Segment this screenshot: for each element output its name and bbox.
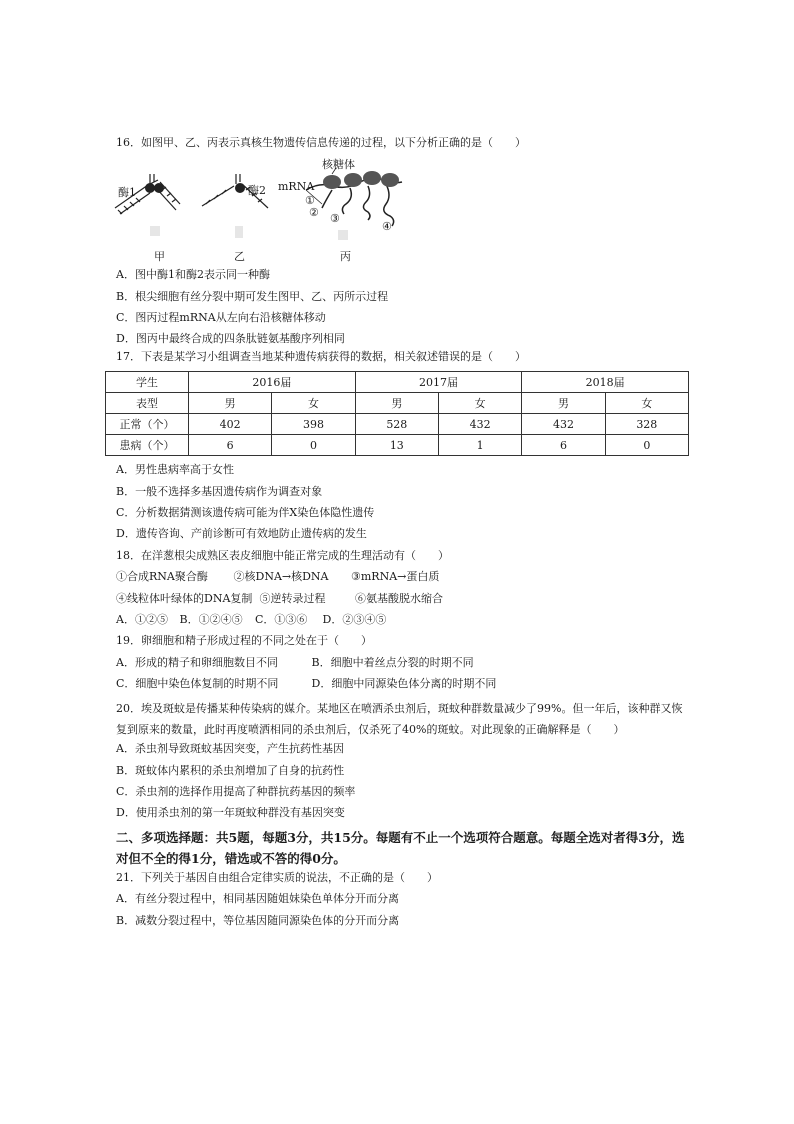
q20-stem: 20．埃及斑蚊是传播某种传染病的媒介。某地区在喷洒杀虫剂后，斑蚊种群数量减少了99%。但一年后，该种群又恢复到原来的数量，此时再度喷洒相同的杀虫剂后，仅杀死了40%的斑蚊。对此现象的正确解释是（ ） (116, 702, 683, 736)
q18-option-d: D．②③④⑤ (322, 613, 387, 626)
q16-option-a: A．图中酶1和酶2表示同一种酶 (116, 268, 270, 281)
survey-table (105, 371, 689, 456)
mrna-label: mRNA (278, 180, 315, 193)
year-2018: 2018届 (522, 372, 689, 393)
q21-option-a: A．有丝分裂过程中，相同基因随姐妹染色单体分开而分离 (116, 892, 399, 905)
q18-item: ②核DNA→核DNA (233, 570, 329, 583)
table-cell: 6 (522, 435, 605, 456)
q18-items-row2 (116, 592, 443, 606)
caption-bing: 丙 (340, 250, 351, 263)
q18-item: ⑤逆转录过程 (259, 592, 326, 605)
marker-4: ④ (382, 220, 392, 233)
marker-3: ③ (330, 212, 340, 225)
q17-option-d: D．遗传咨询、产前诊断可有效地防止遗传病的发生 (116, 527, 367, 540)
sex-header: 女 (438, 393, 521, 414)
q16-option-b: B．根尖细胞有丝分裂中期可发生图甲、乙、丙所示过程 (116, 290, 389, 303)
q18-item: ③mRNA→蛋白质 (351, 570, 440, 583)
caption-yi: 乙 (234, 250, 245, 263)
table-cell: 432 (438, 414, 521, 435)
table-cell: 402 (189, 414, 272, 435)
table-cell: 528 (355, 414, 438, 435)
q19-option-d: D．细胞中同源染色体分离的时期不同 (311, 677, 497, 690)
q18-stem: 18．在洋葱根尖成熟区表皮细胞中能正常完成的生理活动有（ ） (116, 549, 449, 562)
marker-2: ② (309, 206, 319, 219)
sex-header: 男 (522, 393, 605, 414)
q16-figure (110, 160, 410, 265)
sex-header: 男 (189, 393, 272, 414)
q19-options-row2 (116, 677, 496, 691)
year-2016: 2016届 (189, 372, 356, 393)
q19-stem: 19．卵细胞和精子形成过程的不同之处在于（ ） (116, 634, 372, 647)
section2-heading: 二、多项选择题：共5题，每题3分，共15分。每题有不止一个选项符合题意。每题全选对者得3分，选对但不全的得1分，错选或不答的得0分。 (116, 830, 685, 866)
q17-option-a: A．男性患病率高于女性 (116, 463, 234, 476)
row-label: 正常（个） (106, 414, 189, 435)
sex-header: 女 (272, 393, 355, 414)
q19-options-row1 (116, 656, 474, 670)
q18-items-row1 (116, 570, 439, 584)
q20-option-d: D．使用杀虫剂的第一年斑蚊种群没有基因突变 (116, 806, 345, 819)
q18-item: ⑥氨基酸脱水缩合 (355, 592, 443, 605)
sex-header: 女 (605, 393, 688, 414)
table-cell: 1 (438, 435, 521, 456)
q20-option-a: A．杀虫剂导致斑蚊基因突变，产生抗药性基因 (116, 742, 344, 755)
q18-item: ①合成RNA聚合酶 (116, 570, 208, 583)
q19-option-c: C．细胞中染色体复制的时期不同 (116, 677, 279, 690)
table-cell: 0 (272, 435, 355, 456)
enzyme2-label: 酶2 (248, 184, 266, 197)
q20-option-b: B．斑蚊体内累积的杀虫剂增加了自身的抗药性 (116, 764, 345, 777)
q18-option-c: C．①③⑥ (255, 613, 308, 626)
marker-1: ① (305, 194, 315, 207)
enzyme1-label: 酶1 (118, 186, 136, 199)
table-cell: 0 (605, 435, 688, 456)
year-2017: 2017届 (355, 372, 522, 393)
table-corner-top: 学生 (106, 372, 189, 393)
table-row (106, 414, 689, 435)
q16-option-d: D．图丙中最终合成的四条肽链氨基酸序列相同 (116, 332, 345, 345)
table-row (106, 435, 689, 456)
q18-option-a: A．①②⑤ (116, 613, 168, 626)
sex-header: 男 (355, 393, 438, 414)
q19-option-b: B．细胞中着丝点分裂的时期不同 (311, 656, 474, 669)
q17-stem: 17．下表是某学习小组调查当地某种遗传病获得的数据，相关叙述错误的是（ ） (116, 350, 526, 363)
table-cell: 6 (189, 435, 272, 456)
q20-option-c: C．杀虫剂的选择作用提高了种群抗药基因的频率 (116, 785, 356, 798)
q19-option-a: A．形成的精子和卵细胞数目不同 (116, 656, 278, 669)
q18-option-b: B．①②④⑤ (179, 613, 243, 626)
table-corner-bottom: 表型 (106, 393, 189, 414)
table-cell: 328 (605, 414, 688, 435)
caption-jia: 甲 (154, 250, 165, 263)
q17-option-b: B．一般不选择多基因遗传病作为调查对象 (116, 485, 323, 498)
q16-stem: 16．如图甲、乙、丙表示真核生物遗传信息传递的过程，以下分析正确的是（ ） (116, 136, 526, 149)
q21-option-b: B．减数分裂过程中，等位基因随同源染色体的分开而分离 (116, 914, 400, 927)
table-cell: 398 (272, 414, 355, 435)
ribosome-label: 核糖体 (322, 158, 355, 171)
q17-option-c: C．分析数据猜测该遗传病可能为伴X染色体隐性遗传 (116, 506, 375, 519)
q16-option-c: C．图丙过程mRNA从左向右沿核糖体移动 (116, 311, 326, 324)
table-cell: 13 (355, 435, 438, 456)
row-label: 患病（个） (106, 435, 189, 456)
table-cell: 432 (522, 414, 605, 435)
q18-item: ④线粒体叶绿体的DNA复制 (116, 592, 253, 605)
q18-options (116, 613, 386, 627)
q21-stem: 21．下列关于基因自由组合定律实质的说法，不正确的是（ ） (116, 871, 438, 884)
